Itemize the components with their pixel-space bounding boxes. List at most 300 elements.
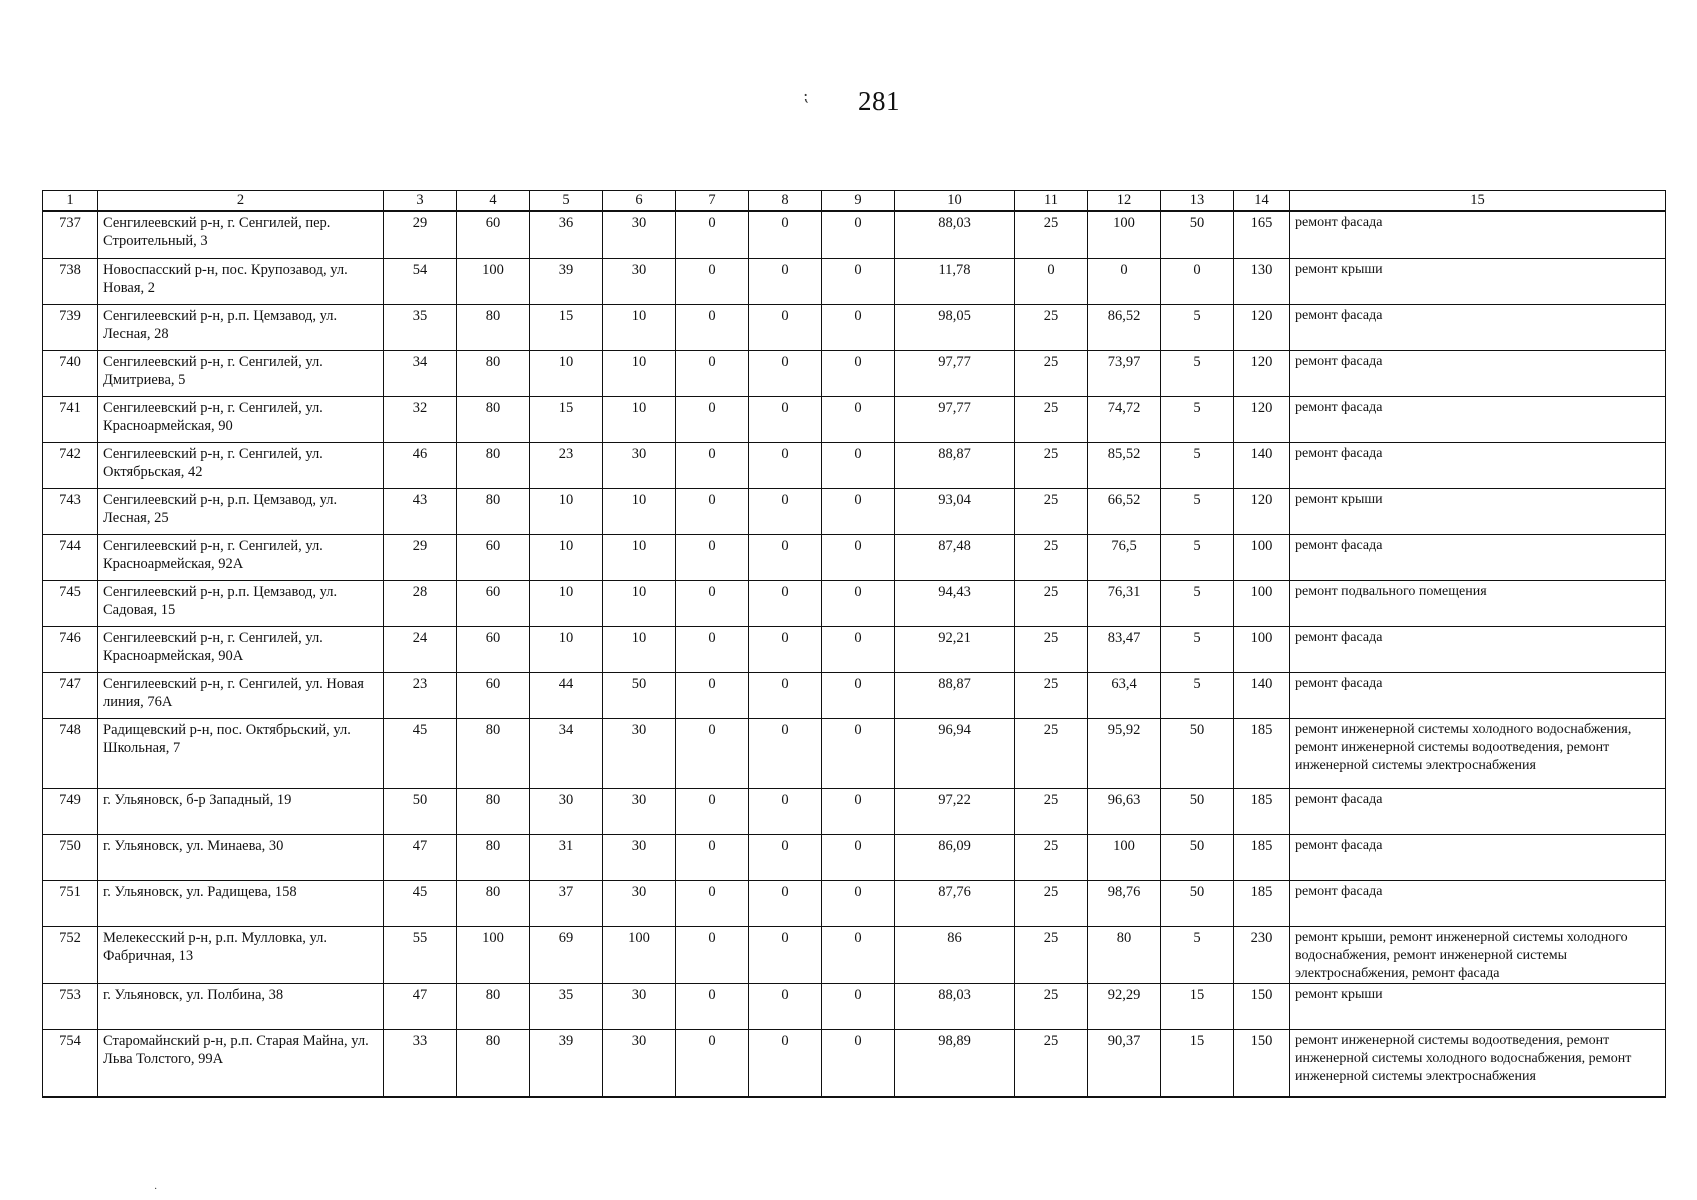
cell-col-6: 30 [603,258,676,304]
cell-col-13: 15 [1161,983,1234,1029]
cell-col-6: 30 [603,1029,676,1097]
table-row [43,626,1666,672]
cell-col-6: 100 [603,926,676,983]
cell-col-8: 0 [749,534,822,580]
row-number-cell: 742 [43,442,98,488]
column-header-row [43,191,1666,212]
row-number-cell: 738 [43,258,98,304]
cell-col-7: 0 [676,926,749,983]
table-row [43,534,1666,580]
address-cell: Новоспасский р-н, пос. Крупозавод, ул. Новая, 2 [98,258,384,304]
row-number-cell: 747 [43,672,98,718]
cell-col-3: 45 [384,718,457,788]
cell-col-14: 130 [1234,258,1290,304]
cell-col-13: 50 [1161,211,1234,258]
address-cell: Сенгилеевский р-н, г. Сенгилей, ул. Красноармейская, 90А [98,626,384,672]
cell-col-11: 25 [1015,880,1088,926]
address-cell: Мелекесский р-н, р.п. Мулловка, ул. Фабричная, 13 [98,926,384,983]
cell-col-10: 97,77 [895,396,1015,442]
cell-col-6: 30 [603,880,676,926]
cell-col-8: 0 [749,880,822,926]
cell-col-14: 100 [1234,580,1290,626]
cell-col-10: 88,87 [895,442,1015,488]
cell-col-13: 5 [1161,488,1234,534]
row-number-cell: 744 [43,534,98,580]
row-number-cell: 750 [43,834,98,880]
cell-col-9: 0 [822,304,895,350]
page-number: 281 [858,86,900,116]
cell-col-5: 10 [530,626,603,672]
cell-col-9: 0 [822,718,895,788]
row-number-cell: 739 [43,304,98,350]
cell-col-13: 50 [1161,880,1234,926]
address-cell: Сенгилеевский р-н, г. Сенгилей, пер. Строительный, 3 [98,211,384,258]
address-cell: Сенгилеевский р-н, р.п. Цемзавод, ул. Лесная, 25 [98,488,384,534]
table-row [43,1029,1666,1097]
cell-col-4: 80 [457,396,530,442]
address-cell: Старомайнский р-н, р.п. Старая Майна, ул. Льва Толстого, 99А [98,1029,384,1097]
cell-col-3: 43 [384,488,457,534]
address-cell: Сенгилеевский р-н, г. Сенгилей, ул. Красноармейская, 90 [98,396,384,442]
cell-col-3: 46 [384,442,457,488]
cell-col-10: 86 [895,926,1015,983]
cell-col-11: 25 [1015,211,1088,258]
table-row [43,788,1666,834]
row-number-cell: 746 [43,626,98,672]
cell-col-9: 0 [822,211,895,258]
cell-col-4: 80 [457,983,530,1029]
cell-col-11: 25 [1015,718,1088,788]
table-row [43,880,1666,926]
address-cell: Сенгилеевский р-н, г. Сенгилей, ул. Новая линия, 76А [98,672,384,718]
cell-col-11: 25 [1015,442,1088,488]
cell-col-6: 30 [603,442,676,488]
work-type-cell: ремонт крыши [1290,983,1666,1029]
cell-col-10: 94,43 [895,580,1015,626]
scan-speck: · [154,1184,158,1195]
work-type-cell: ремонт фасада [1290,396,1666,442]
cell-col-5: 36 [530,211,603,258]
cell-col-14: 185 [1234,834,1290,880]
row-number-cell: 751 [43,880,98,926]
cell-col-9: 0 [822,488,895,534]
cell-col-14: 100 [1234,626,1290,672]
cell-col-5: 35 [530,983,603,1029]
cell-col-4: 60 [457,580,530,626]
column-header-3: 3 [384,191,457,212]
cell-col-6: 10 [603,534,676,580]
cell-col-9: 0 [822,834,895,880]
cell-col-11: 25 [1015,350,1088,396]
cell-col-7: 0 [676,1029,749,1097]
column-header-7: 7 [676,191,749,212]
cell-col-11: 25 [1015,304,1088,350]
cell-col-10: 87,76 [895,880,1015,926]
column-header-6: 6 [603,191,676,212]
cell-col-9: 0 [822,672,895,718]
address-cell: г. Ульяновск, ул. Полбина, 38 [98,983,384,1029]
cell-col-3: 32 [384,396,457,442]
cell-col-8: 0 [749,672,822,718]
cell-col-8: 0 [749,488,822,534]
cell-col-3: 54 [384,258,457,304]
table-row [43,258,1666,304]
cell-col-10: 93,04 [895,488,1015,534]
cell-col-7: 0 [676,834,749,880]
cell-col-7: 0 [676,488,749,534]
cell-col-3: 47 [384,834,457,880]
cell-col-8: 0 [749,304,822,350]
cell-col-12: 96,63 [1088,788,1161,834]
cell-col-5: 34 [530,718,603,788]
cell-col-9: 0 [822,926,895,983]
cell-col-8: 0 [749,983,822,1029]
column-header-10: 10 [895,191,1015,212]
table-row [43,580,1666,626]
cell-col-9: 0 [822,580,895,626]
cell-col-9: 0 [822,788,895,834]
row-number-cell: 745 [43,580,98,626]
cell-col-3: 29 [384,211,457,258]
cell-col-5: 44 [530,672,603,718]
cell-col-8: 0 [749,788,822,834]
cell-col-11: 25 [1015,672,1088,718]
work-type-cell: ремонт инженерной системы холодного водоснабжения, ремонт инженерной системы водоотведения, ремонт инженерной системы электроснабжения [1290,718,1666,788]
work-type-cell: ремонт крыши [1290,258,1666,304]
cell-col-3: 33 [384,1029,457,1097]
row-number-cell: 740 [43,350,98,396]
cell-col-9: 0 [822,396,895,442]
column-header-13: 13 [1161,191,1234,212]
cell-col-14: 150 [1234,1029,1290,1097]
column-header-9: 9 [822,191,895,212]
cell-col-13: 5 [1161,442,1234,488]
cell-col-4: 60 [457,211,530,258]
cell-col-3: 47 [384,983,457,1029]
cell-col-12: 100 [1088,211,1161,258]
cell-col-4: 100 [457,926,530,983]
cell-col-4: 80 [457,788,530,834]
row-number-cell: 749 [43,788,98,834]
cell-col-10: 97,22 [895,788,1015,834]
cell-col-14: 185 [1234,788,1290,834]
cell-col-11: 25 [1015,834,1088,880]
cell-col-13: 5 [1161,626,1234,672]
cell-col-13: 50 [1161,834,1234,880]
cell-col-3: 29 [384,534,457,580]
cell-col-7: 0 [676,788,749,834]
cell-col-5: 10 [530,580,603,626]
cell-col-12: 95,92 [1088,718,1161,788]
cell-col-8: 0 [749,626,822,672]
table-row [43,672,1666,718]
cell-col-6: 10 [603,350,676,396]
address-cell: г. Ульяновск, ул. Радищева, 158 [98,880,384,926]
cell-col-8: 0 [749,396,822,442]
cell-col-14: 140 [1234,672,1290,718]
cell-col-10: 97,77 [895,350,1015,396]
cell-col-11: 25 [1015,926,1088,983]
cell-col-4: 80 [457,1029,530,1097]
table-row [43,718,1666,788]
cell-col-4: 60 [457,672,530,718]
cell-col-13: 0 [1161,258,1234,304]
cell-col-6: 30 [603,788,676,834]
cell-col-8: 0 [749,1029,822,1097]
cell-col-5: 23 [530,442,603,488]
cell-col-11: 25 [1015,788,1088,834]
work-type-cell: ремонт подвального помещения [1290,580,1666,626]
work-type-cell: ремонт фасада [1290,672,1666,718]
work-type-cell: ремонт фасада [1290,534,1666,580]
cell-col-4: 80 [457,718,530,788]
cell-col-12: 86,52 [1088,304,1161,350]
cell-col-11: 25 [1015,983,1088,1029]
cell-col-6: 30 [603,211,676,258]
column-header-15: 15 [1290,191,1666,212]
table-row [43,396,1666,442]
address-cell: Сенгилеевский р-н, р.п. Цемзавод, ул. Лесная, 28 [98,304,384,350]
cell-col-12: 63,4 [1088,672,1161,718]
cell-col-11: 25 [1015,534,1088,580]
cell-col-7: 0 [676,396,749,442]
row-number-cell: 753 [43,983,98,1029]
cell-col-7: 0 [676,534,749,580]
cell-col-4: 100 [457,258,530,304]
cell-col-7: 0 [676,580,749,626]
cell-col-10: 98,89 [895,1029,1015,1097]
cell-col-7: 0 [676,672,749,718]
cell-col-13: 5 [1161,350,1234,396]
cell-col-8: 0 [749,211,822,258]
work-type-cell: ремонт фасада [1290,442,1666,488]
row-number-cell: 743 [43,488,98,534]
cell-col-5: 39 [530,1029,603,1097]
address-cell: Сенгилеевский р-н, г. Сенгилей, ул. Дмитриева, 5 [98,350,384,396]
cell-col-3: 34 [384,350,457,396]
work-type-cell: ремонт фасада [1290,834,1666,880]
cell-col-12: 76,31 [1088,580,1161,626]
cell-col-13: 5 [1161,396,1234,442]
cell-col-13: 5 [1161,672,1234,718]
work-type-cell: ремонт инженерной системы водоотведения, ремонт инженерной системы холодного водоснабжения, ремонт инженерной системы электроснабжения [1290,1029,1666,1097]
cell-col-10: 98,05 [895,304,1015,350]
cell-col-12: 83,47 [1088,626,1161,672]
cell-col-12: 74,72 [1088,396,1161,442]
cell-col-6: 10 [603,580,676,626]
cell-col-12: 90,37 [1088,1029,1161,1097]
cell-col-7: 0 [676,211,749,258]
column-header-5: 5 [530,191,603,212]
cell-col-14: 100 [1234,534,1290,580]
row-number-cell: 737 [43,211,98,258]
cell-col-8: 0 [749,718,822,788]
cell-col-11: 25 [1015,396,1088,442]
cell-col-6: 10 [603,488,676,534]
table-row [43,983,1666,1029]
cell-col-4: 80 [457,350,530,396]
cell-col-9: 0 [822,442,895,488]
address-cell: Радищевский р-н, пос. Октябрьский, ул. Школьная, 7 [98,718,384,788]
cell-col-12: 100 [1088,834,1161,880]
cell-col-8: 0 [749,350,822,396]
cell-col-3: 35 [384,304,457,350]
table-row [43,350,1666,396]
work-type-cell: ремонт фасада [1290,211,1666,258]
cell-col-13: 50 [1161,788,1234,834]
address-cell: Сенгилеевский р-н, р.п. Цемзавод, ул. Садовая, 15 [98,580,384,626]
cell-col-12: 80 [1088,926,1161,983]
work-type-cell: ремонт фасада [1290,350,1666,396]
cell-col-4: 80 [457,442,530,488]
cell-col-4: 80 [457,880,530,926]
cell-col-6: 10 [603,304,676,350]
column-header-11: 11 [1015,191,1088,212]
row-number-cell: 752 [43,926,98,983]
cell-col-12: 73,97 [1088,350,1161,396]
cell-col-6: 10 [603,396,676,442]
cell-col-12: 76,5 [1088,534,1161,580]
cell-col-7: 0 [676,442,749,488]
cell-col-5: 30 [530,788,603,834]
cell-col-4: 60 [457,534,530,580]
cell-col-8: 0 [749,926,822,983]
cell-col-8: 0 [749,834,822,880]
cell-col-7: 0 [676,350,749,396]
cell-col-10: 87,48 [895,534,1015,580]
column-header-8: 8 [749,191,822,212]
cell-col-4: 80 [457,488,530,534]
cell-col-9: 0 [822,983,895,1029]
cell-col-3: 55 [384,926,457,983]
row-number-cell: 741 [43,396,98,442]
work-type-cell: ремонт фасада [1290,788,1666,834]
cell-col-12: 92,29 [1088,983,1161,1029]
cell-col-6: 30 [603,983,676,1029]
table-row [43,488,1666,534]
table-row [43,211,1666,258]
table-row [43,834,1666,880]
work-type-cell: ремонт фасада [1290,304,1666,350]
table-row [43,304,1666,350]
cell-col-5: 37 [530,880,603,926]
cell-col-11: 0 [1015,258,1088,304]
cell-col-6: 30 [603,718,676,788]
cell-col-12: 0 [1088,258,1161,304]
work-type-cell: ремонт фасада [1290,880,1666,926]
cell-col-7: 0 [676,718,749,788]
cell-col-9: 0 [822,350,895,396]
cell-col-7: 0 [676,258,749,304]
table-body [43,211,1666,1097]
column-header-1: 1 [43,191,98,212]
cell-col-4: 80 [457,834,530,880]
row-number-cell: 748 [43,718,98,788]
cell-col-4: 60 [457,626,530,672]
cell-col-6: 50 [603,672,676,718]
cell-col-14: 185 [1234,718,1290,788]
table-row [43,926,1666,983]
cell-col-14: 230 [1234,926,1290,983]
cell-col-11: 25 [1015,626,1088,672]
table-row [43,442,1666,488]
cell-col-14: 150 [1234,983,1290,1029]
column-header-12: 12 [1088,191,1161,212]
cell-col-10: 88,03 [895,211,1015,258]
cell-col-3: 28 [384,580,457,626]
cell-col-3: 24 [384,626,457,672]
cell-col-9: 0 [822,626,895,672]
column-header-2: 2 [98,191,384,212]
cell-col-3: 50 [384,788,457,834]
cell-col-3: 45 [384,880,457,926]
work-type-cell: ремонт крыши, ремонт инженерной системы холодного водоснабжения, ремонт инженерной системы электроснабжения, ремонт фасада [1290,926,1666,983]
cell-col-10: 88,03 [895,983,1015,1029]
cell-col-7: 0 [676,626,749,672]
cell-col-10: 88,87 [895,672,1015,718]
cell-col-13: 50 [1161,718,1234,788]
work-type-cell: ремонт фасада [1290,626,1666,672]
cell-col-6: 10 [603,626,676,672]
cell-col-10: 96,94 [895,718,1015,788]
cell-col-13: 5 [1161,926,1234,983]
cell-col-7: 0 [676,983,749,1029]
cell-col-6: 30 [603,834,676,880]
address-cell: Сенгилеевский р-н, г. Сенгилей, ул. Октябрьская, 42 [98,442,384,488]
cell-col-4: 80 [457,304,530,350]
cell-col-10: 92,21 [895,626,1015,672]
address-cell: Сенгилеевский р-н, г. Сенгилей, ул. Красноармейская, 92А [98,534,384,580]
cell-col-13: 5 [1161,304,1234,350]
cell-col-13: 15 [1161,1029,1234,1097]
cell-col-14: 120 [1234,304,1290,350]
housing-repair-table [42,190,1666,1098]
scan-mark: ⁏ [803,88,809,105]
cell-col-13: 5 [1161,534,1234,580]
cell-col-7: 0 [676,880,749,926]
cell-col-5: 15 [530,396,603,442]
cell-col-12: 98,76 [1088,880,1161,926]
cell-col-10: 11,78 [895,258,1015,304]
cell-col-14: 185 [1234,880,1290,926]
cell-col-8: 0 [749,258,822,304]
cell-col-11: 25 [1015,580,1088,626]
cell-col-8: 0 [749,442,822,488]
column-header-4: 4 [457,191,530,212]
cell-col-12: 66,52 [1088,488,1161,534]
cell-col-5: 31 [530,834,603,880]
cell-col-11: 25 [1015,488,1088,534]
cell-col-13: 5 [1161,580,1234,626]
cell-col-9: 0 [822,258,895,304]
cell-col-9: 0 [822,1029,895,1097]
cell-col-14: 120 [1234,488,1290,534]
cell-col-5: 69 [530,926,603,983]
cell-col-11: 25 [1015,1029,1088,1097]
cell-col-14: 120 [1234,396,1290,442]
cell-col-9: 0 [822,880,895,926]
cell-col-5: 10 [530,534,603,580]
cell-col-5: 15 [530,304,603,350]
cell-col-5: 39 [530,258,603,304]
cell-col-14: 140 [1234,442,1290,488]
cell-col-5: 10 [530,350,603,396]
cell-col-7: 0 [676,304,749,350]
cell-col-9: 0 [822,534,895,580]
cell-col-12: 85,52 [1088,442,1161,488]
cell-col-5: 10 [530,488,603,534]
column-header-14: 14 [1234,191,1290,212]
